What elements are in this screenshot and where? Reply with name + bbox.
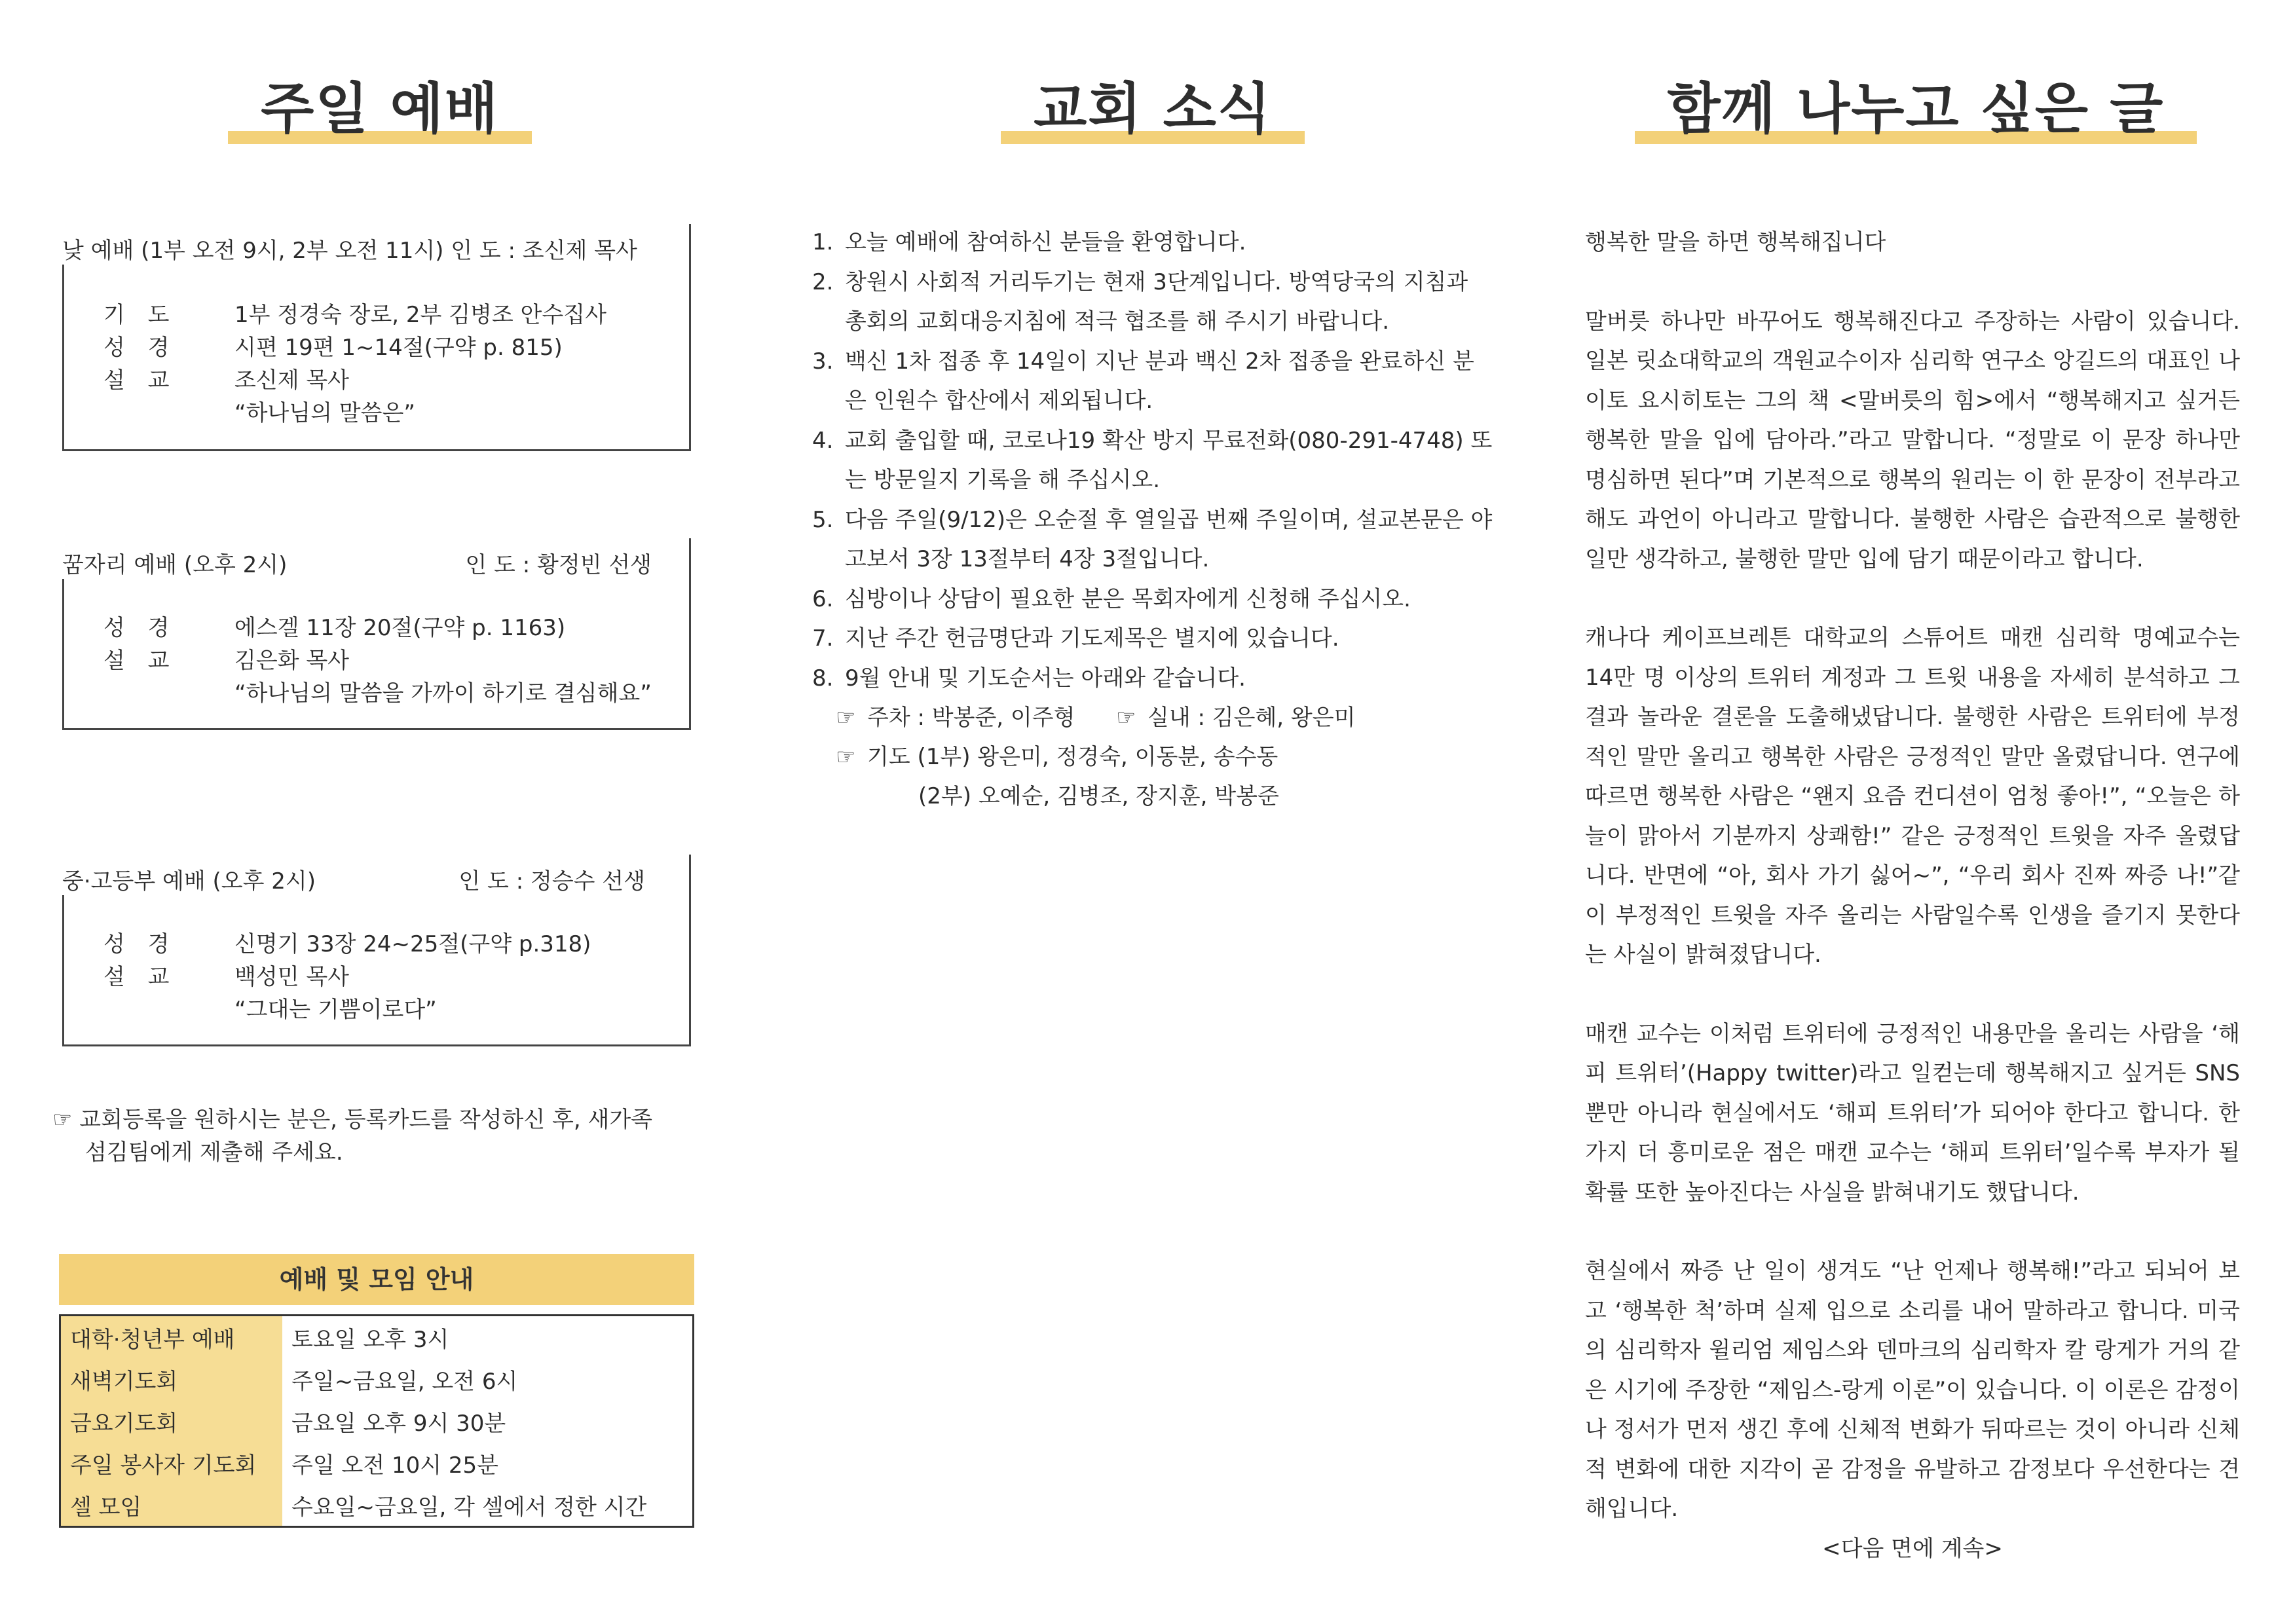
kids-service-title: 꿈자리 예배 (오후 2시) 인 도 : 황정빈 선생: [62, 552, 652, 578]
prayer-second-row: [812, 777, 1493, 816]
youth-sermon-title-row: “그대는 기쁨이로다”: [234, 997, 437, 1023]
list-item: 6. 심방이나 상담이 필요한 분은 목회자에게 신청해 주십시오.: [812, 585, 1411, 612]
day-sermon-title-row: “하나님의 말씀은”: [234, 400, 415, 426]
prayer-assignment-row: [812, 737, 1493, 777]
article-paragraph: 말버릇 하나만 바꾸어도 행복해진다고 주장하는 사람이 있습니다. 일본 릿쇼대학교의 객원교수이자 심리학 연구소 앙길드의 대표인 나이토 요시히토는 그의 책 <말버릇의 힘>에서 “행복해지고 싶거든 행복한 말을 입에 담아라.”라고 말합니다. “정말로 이 문장 하나만 명심하면 된다”며 기본적으로 행복의 원리는 이 한 문장이 전부라고 해도 과언이 아니라고 말합니다. 불행한 사람은 습관적으로 불행한 일만 생각하고, 불행한 말만 입에 담기 때문이라고 합니다.: [1585, 308, 2240, 572]
list-item: 5. 다음 주일(9/12)은 오순절 후 열일곱 번째 주일이며, 설교본문은 야고보서 3장 13절부터 4장 3절입니다.: [812, 506, 1493, 572]
table-row: 셀 모임 수요일~금요일, 각 셀에서 정한 시간: [60, 1484, 694, 1527]
youth-service-section: [62, 863, 691, 1046]
day-prayer-row: 기 도 1부 정경숙 장로, 2부 김병조 안수집사: [103, 302, 606, 328]
meeting-guide-title: 예배 및 모임 안내: [59, 1254, 694, 1305]
youth-service-box: [62, 895, 691, 1046]
kids-service-section: [62, 547, 691, 730]
table-row: 대학·청년부 예배 토요일 오후 3시: [60, 1316, 694, 1359]
meeting-guide-table: [59, 1314, 694, 1528]
pointing-hand-icon: ☞: [836, 705, 856, 731]
list-item: 1. 오늘 예배에 참여하신 분들을 환영합니다.: [812, 229, 1246, 255]
usher-duty: 실내 : 김은혜, 왕은미: [1148, 705, 1356, 731]
kids-sermon-row: 설 교 김은화 목사: [103, 648, 350, 674]
pointing-hand-icon: ☞: [836, 744, 856, 770]
share-article: [1585, 223, 2240, 1568]
meeting-guide: [59, 1254, 694, 1528]
article-paragraph: 현실에서 짜증 난 일이 생겨도 “난 언제나 행복해!”라고 되뇌어 보고 ‘행복한 척’하며 실제 입으로 소리를 내어 말하라고 합니다. 미국의 심리학자 윌리엄 제임스와 덴마크의 심리학자 칼 랑게가 거의 같은 시기에 주장한 “제임스-랑게 이론”이 있습니다. 이 이론은 감정이나 정서가 먼저 생긴 후에 신체적 변화가 뒤따르는 것이 아니라 신체적 변화에 대한 지각이 곧 감정을 유발하고 감정보다 우선한다는 견해입니다.: [1585, 1258, 2240, 1522]
day-service-section: [62, 232, 691, 451]
worship-heading: 주일 예배: [52, 79, 707, 144]
day-service-box: [62, 265, 691, 451]
list-item: 7. 지난 주간 헌금명단과 기도제목은 별지에 있습니다.: [812, 625, 1339, 652]
table-row: 새벽기도회 주일~금요일, 오전 6시: [60, 1358, 694, 1400]
youth-sermon-row: 설 교 백성민 목사: [103, 964, 350, 990]
day-sermon-row: 설 교 조신제 목사: [103, 367, 350, 394]
prayer-second-service: (2부) 오예순, 김병조, 장지훈, 박봉준: [918, 783, 1279, 809]
list-item: 4. 교회 출입할 때, 코로나19 확산 방지 무료전화(080-291-4748) 또는 방문일지 기록을 해 주십시오.: [812, 427, 1493, 493]
news-list: [812, 223, 1493, 816]
list-item: 2. 창원시 사회적 거리두기는 현재 3단계입니다. 방역당국의 지침과 총회의 교회대응지침에 적극 협조를 해 주시기 바랍니다.: [812, 268, 1468, 335]
kids-scripture-row: 성 경 에스겔 11장 20절(구약 p. 1163): [103, 615, 566, 641]
youth-service-title: 중·고등부 예배 (오후 2시) 인 도 : 정승수 선생: [62, 868, 645, 895]
article-paragraph: 캐나다 케이프브레튼 대학교의 스튜어트 매캔 심리학 명예교수는 14만 명 이상의 트위터 계정과 그 트윗 내용을 자세히 분석하고 그 결과 놀라운 결론을 도출해냈답니다. 불행한 사람은 트위터에 부정적인 말만 올리고 행복한 사람은 긍정적인 말만 올렸답니다. 연구에 따르면 행복한 사람은 “왠지 요즘 컨디션이 엄청 좋아!”, “오늘은 하늘이 맑아서 기분까지 상쾌함!” 같은 긍정적인 트윗을 자주 올렸답니다. 반면에 “아, 회사 가기 싫어~”, “우리 회사 진짜 짜증 나!”같이 부정적인 트윗을 자주 올리는 사람일수록 인생을 즐기지 못한다는 사실이 밝혀졌답니다.: [1585, 625, 2240, 968]
list-item: 3. 백신 1차 접종 후 14일이 지난 분과 백신 2차 접종을 완료하신 분은 인원수 합산에서 제외됩니다.: [812, 348, 1474, 414]
kids-service-box: [62, 579, 691, 730]
day-scripture-row: 성 경 시편 19편 1~14절(구약 p. 815): [103, 335, 563, 361]
article-paragraph: 매캔 교수는 이처럼 트위터에 긍정적인 내용만을 올리는 사람을 ‘해피 트위터’(Happy twitter)라고 일컫는데 행복해지고 싶거든 SNS뿐만 아니라 현실에서도 ‘해피 트위터’가 되어야 한다고 합니다. 한 가지 더 흥미로운 점은 매캔 교수는 ‘해피 트위터’일수록 부자가 될 확률 또한 높아진다는 사실을 밝혀내기도 했답니다.: [1585, 1020, 2240, 1206]
youth-scripture-row: 성 경 신명기 33장 24~25절(구약 p.318): [103, 931, 591, 957]
continued-note: <다음 면에 계속>: [1822, 1535, 2003, 1562]
list-item: 8. 9월 안내 및 기도순서는 아래와 같습니다.: [812, 665, 1246, 692]
duty-assignment-row: [812, 698, 1493, 737]
article-subtitle: 행복한 말을 하면 행복해집니다: [1585, 229, 1886, 255]
parking-duty: 주차 : 박봉준, 이주형: [867, 705, 1075, 731]
table-row: 금요기도회 금요일 오후 9시 30분: [60, 1400, 694, 1442]
table-row: 주일 봉사자 기도회 주일 오전 10시 25분: [60, 1442, 694, 1484]
pointing-hand-icon: ☞: [1116, 705, 1136, 731]
share-heading: 함께 나누고 싶은 글: [1585, 79, 2247, 144]
prayer-first-service: 기도 (1부) 왕은미, 정경숙, 이동분, 송수동: [867, 744, 1278, 770]
kids-sermon-title-row: “하나님의 말씀을 가까이 하기로 결심해요”: [234, 680, 652, 707]
registration-note: ☞ 교회등록을 원하시는 분은, 등록카드를 작성하신 후, 새가족 섬김팀에게 제출해 주세요.: [52, 1107, 653, 1166]
day-service-title: 낮 예배 (1부 오전 9시, 2부 오전 11시) 인 도 : 조신제 목사: [62, 238, 637, 264]
news-heading: 교회 소식: [812, 79, 1493, 144]
